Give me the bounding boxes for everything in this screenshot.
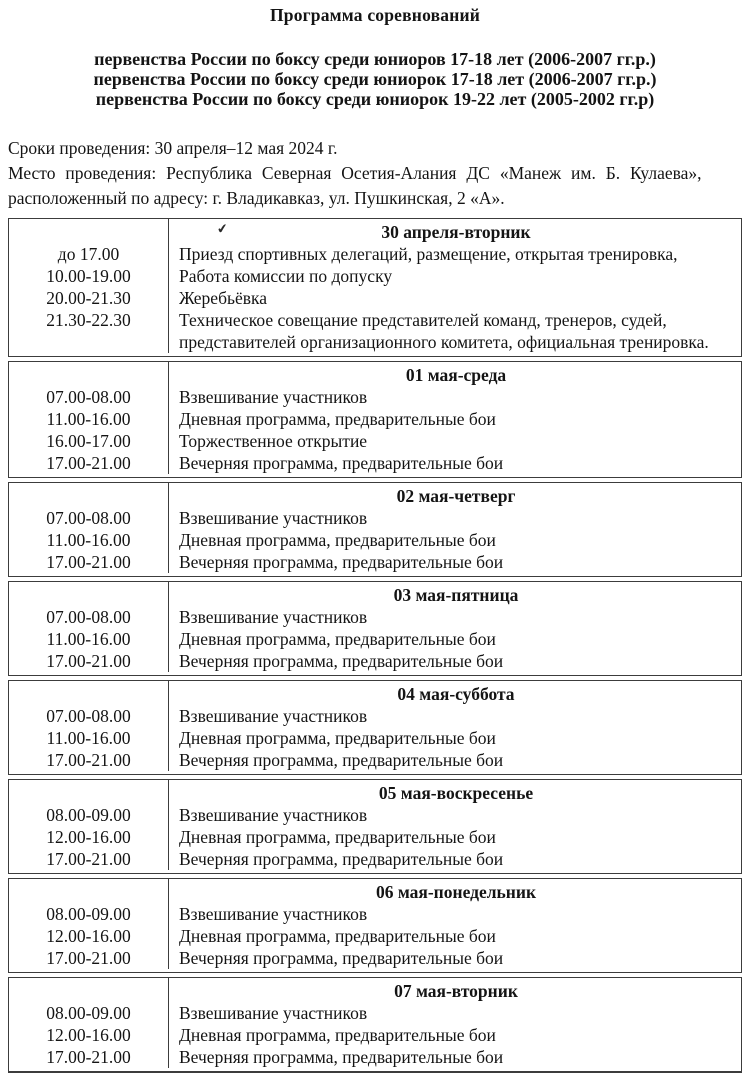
empty-time-cell [9, 582, 169, 606]
day-header-row [9, 362, 741, 386]
empty-time-cell [9, 362, 169, 386]
day-header-row [9, 780, 741, 804]
day-block [8, 779, 742, 874]
day-header-row [9, 879, 741, 903]
schedule-row [9, 628, 741, 650]
day-block [8, 680, 742, 775]
time-cell: 07.00-08.00 [9, 606, 169, 628]
day-header-row [9, 582, 741, 606]
venue-line: Место проведения: Республика Северная Осетия-Алания ДС «Манеж им. Б. Кулаева», [8, 163, 702, 183]
empty-time-cell [9, 978, 169, 1002]
schedule-row [9, 386, 741, 408]
schedule-row [9, 1002, 741, 1024]
day-title: 02 мая-четверг [396, 486, 516, 506]
dates-line: Сроки проведения: 30 апреля–12 мая 2024 г. [8, 138, 338, 158]
event-cell: Вечерняя программа, предварительные бои [179, 849, 504, 869]
event-cell: Взвешивание участников [179, 387, 368, 407]
schedule-row [9, 408, 741, 430]
event-cell: Взвешивание участников [179, 904, 368, 924]
empty-time-cell [9, 780, 169, 804]
pen-checkmark-icon: ✔ [216, 220, 229, 237]
time-cell: 17.00-21.00 [9, 749, 169, 771]
schedule-row [9, 925, 741, 947]
time-cell: 12.00-16.00 [9, 826, 169, 848]
schedule-row [9, 606, 741, 628]
schedule-row [9, 507, 741, 529]
event-cell: Дневная программа, предварительные бои [179, 728, 496, 748]
time-cell: 17.00-21.00 [9, 947, 169, 969]
schedule-row [9, 947, 741, 969]
time-cell: 17.00-21.00 [9, 1046, 169, 1068]
time-cell: 12.00-16.00 [9, 925, 169, 947]
day-title: 06 мая-понедельник [375, 882, 537, 902]
time-cell: 08.00-09.00 [9, 1002, 169, 1024]
schedule-row [9, 1024, 741, 1046]
time-cell: 17.00-21.00 [9, 452, 169, 474]
subtitle-line-juniors-female-17-18: первенства России по боксу среди юниорок 17-18 лет (2006-2007 гг.р.) [93, 69, 657, 89]
day-block [8, 218, 742, 357]
time-cell: 08.00-09.00 [9, 804, 169, 826]
event-cell: Вечерняя программа, предварительные бои [179, 552, 504, 572]
schedule-row [9, 1046, 741, 1068]
day-block [8, 482, 742, 577]
time-cell: 11.00-16.00 [9, 408, 169, 430]
event-cell: Взвешивание участников [179, 1003, 368, 1023]
time-cell: 20.00-21.30 [9, 287, 169, 309]
event-cell: Дневная программа, предварительные бои [179, 1025, 496, 1045]
day-header-row [9, 681, 741, 705]
schedule-row [9, 749, 741, 771]
event-cell: Вечерняя программа, предварительные бои [179, 453, 504, 473]
day-block [8, 361, 742, 478]
day-block [8, 878, 742, 973]
schedule-row [9, 430, 741, 452]
time-cell: 17.00-21.00 [9, 551, 169, 573]
time-cell: 07.00-08.00 [9, 507, 169, 529]
event-cell: Жеребьёвка [179, 288, 267, 308]
day-title: 07 мая-вторник [394, 981, 518, 1001]
day-block [8, 977, 742, 1073]
subtitle-line-juniors-female-19-22: первенства России по боксу среди юниорок 19-22 лет (2005-2002 гг.р) [95, 89, 655, 109]
document-title: Программа соревнований [269, 5, 481, 25]
schedule-row [9, 903, 741, 925]
subtitle-line-juniors-male: первенства России по боксу среди юниоров 17-18 лет (2006-2007 гг.р.) [94, 49, 656, 69]
schedule-row [9, 826, 741, 848]
day-title: 03 мая-пятница [393, 585, 519, 605]
schedule-row [9, 452, 741, 474]
empty-time-cell [9, 681, 169, 705]
time-cell: 17.00-21.00 [9, 650, 169, 672]
schedule-row [9, 848, 741, 870]
schedule-row [9, 309, 741, 353]
empty-time-cell [9, 483, 169, 507]
schedule-row [9, 804, 741, 826]
event-cell: Взвешивание участников [179, 508, 368, 528]
schedule-row [9, 529, 741, 551]
day-header-row [9, 483, 741, 507]
schedule-row [9, 243, 741, 265]
event-cell: Работа комиссии по допуску [179, 266, 393, 286]
event-cell: Взвешивание участников [179, 706, 368, 726]
day-title: ✔ 30 апреля-вторник [169, 219, 741, 243]
schedule-table [8, 218, 742, 1073]
day-title: 01 мая-среда [405, 365, 507, 385]
event-cell: Техническое совещание представителей команд, тренеров, судей, представителей организационного комитета, официальная тренировка. [179, 310, 709, 352]
time-cell: 21.30-22.30 [9, 309, 169, 353]
schedule-row [9, 551, 741, 573]
event-cell: Вечерняя программа, предварительные бои [179, 651, 504, 671]
day-header-row [9, 219, 741, 243]
day-title: 05 мая-воскресенье [378, 783, 534, 803]
time-cell: 10.00-19.00 [9, 265, 169, 287]
event-cell: Дневная программа, предварительные бои [179, 409, 496, 429]
time-cell: 11.00-16.00 [9, 727, 169, 749]
time-cell: 16.00-17.00 [9, 430, 169, 452]
day-block [8, 581, 742, 676]
day-header-row [9, 978, 741, 1002]
info-block [8, 136, 742, 211]
event-cell: Взвешивание участников [179, 805, 368, 825]
event-cell: Вечерняя программа, предварительные бои [179, 1047, 504, 1067]
day-title: 04 мая-суббота [397, 684, 515, 704]
time-cell: 08.00-09.00 [9, 903, 169, 925]
time-cell: 07.00-08.00 [9, 705, 169, 727]
event-cell: Дневная программа, предварительные бои [179, 827, 496, 847]
empty-time-cell [9, 219, 169, 243]
schedule-row [9, 650, 741, 672]
event-cell: Взвешивание участников [179, 607, 368, 627]
event-cell: Торжественное открытие [179, 431, 368, 451]
schedule-row [9, 705, 741, 727]
time-cell: 12.00-16.00 [9, 1024, 169, 1046]
event-cell: Вечерняя программа, предварительные бои [179, 948, 504, 968]
subtitle-block [8, 49, 742, 109]
schedule-row [9, 265, 741, 287]
schedule-row [9, 287, 741, 309]
time-cell: 11.00-16.00 [9, 628, 169, 650]
time-cell: 11.00-16.00 [9, 529, 169, 551]
event-cell: Дневная программа, предварительные бои [179, 926, 496, 946]
event-cell: Вечерняя программа, предварительные бои [179, 750, 504, 770]
event-cell: Дневная программа, предварительные бои [179, 629, 496, 649]
event-cell: Приезд спортивных делегаций, размещение, открытая тренировка, [179, 244, 678, 264]
event-cell: Дневная программа, предварительные бои [179, 530, 496, 550]
address-line: расположенный по адресу: г. Владикавказ, ул. Пушкинская, 2 «А». [8, 188, 505, 208]
time-cell: 17.00-21.00 [9, 848, 169, 870]
time-cell: 07.00-08.00 [9, 386, 169, 408]
empty-time-cell [9, 879, 169, 903]
time-cell: до 17.00 [9, 243, 169, 265]
schedule-row [9, 727, 741, 749]
